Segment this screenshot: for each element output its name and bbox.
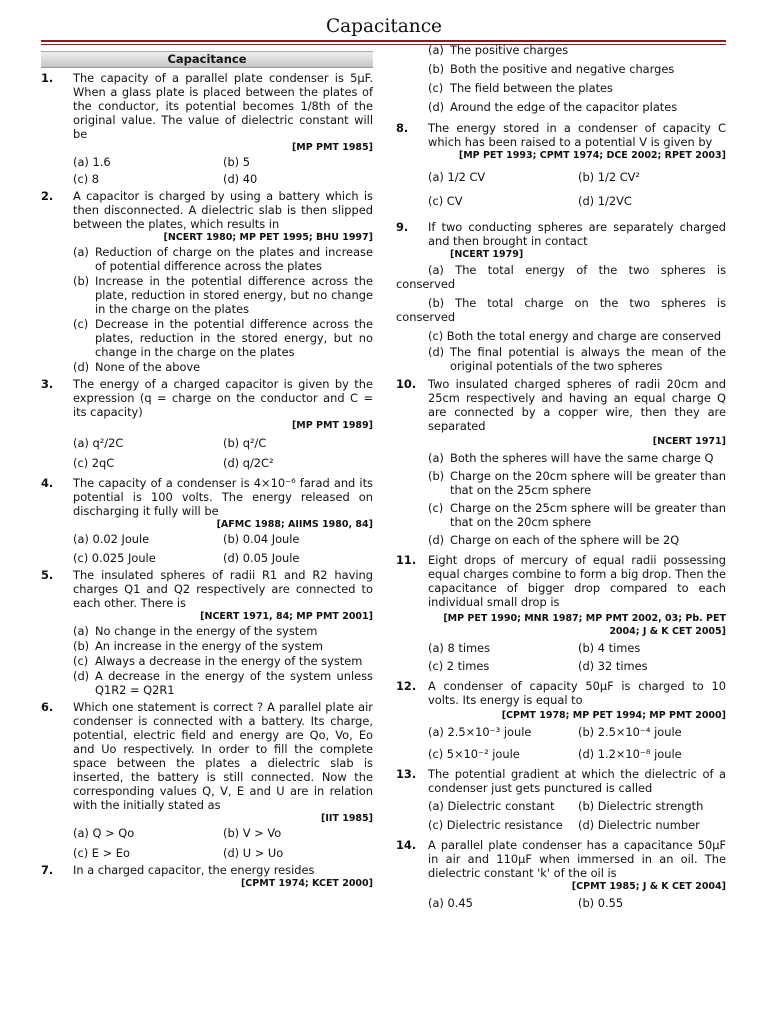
option-label: (d)	[73, 360, 90, 374]
option-d[interactable]: (d) q/2C²	[223, 456, 274, 470]
option-a[interactable]	[73, 624, 373, 638]
option-text: Around the edge of the capacitor plates	[450, 100, 678, 114]
option-text: Charge on the 25cm sphere will be greater than that on the 20cm sphere	[450, 501, 726, 529]
option-d[interactable]	[428, 533, 726, 547]
option-d[interactable]: (d) 1/2VC	[578, 194, 632, 208]
question-number: 3.	[41, 377, 54, 391]
option-label: (d)	[428, 345, 445, 359]
question-number: 6.	[41, 700, 54, 714]
question-source: [CPMT 1985; J & K CET 2004]	[571, 881, 726, 892]
option-a[interactable]	[73, 245, 373, 273]
option-grid	[428, 896, 726, 910]
question-9	[396, 220, 726, 261]
option-text: None of the above	[95, 360, 201, 374]
option-text: Charge on the 20cm sphere will be greater than that on the 25cm sphere	[450, 469, 726, 497]
option-a[interactable]: (a) 2.5×10⁻³ joule	[428, 725, 532, 739]
question-number: 9.	[396, 220, 409, 234]
question-source: [MP PMT 1985]	[291, 142, 373, 153]
question-number: 1.	[41, 71, 54, 85]
section-header: Capacitance	[41, 51, 373, 68]
question-number: 10.	[396, 377, 417, 391]
question-source: [NCERT 1980; MP PET 1995; BHU 1997]	[163, 232, 373, 243]
question-12	[396, 679, 726, 761]
option-b[interactable]: (b) Dielectric strength	[578, 799, 704, 813]
question-source: [NCERT 1979]	[450, 249, 524, 260]
option-label: (d)	[73, 669, 90, 683]
option-a[interactable]: (a) 0.02 Joule	[73, 532, 150, 546]
option-b[interactable]: (b) V > Vo	[223, 826, 282, 840]
option-text: The positive charges	[450, 43, 569, 57]
option-text: Both the spheres will have the same charge Q	[450, 451, 714, 465]
option-a[interactable]: (a) 1/2 CV	[428, 170, 486, 184]
question-stem: Eight drops of mercury of equal radii possessing equal charges combine to form a big drop. Then the capacitance of bigger drop compared to each individual small drop is	[428, 553, 726, 609]
question-stem: Two insulated charged spheres of radii 20cm and 25cm respectively and having an equal charge Q are connected by a copper wire, then they are separated	[428, 377, 726, 433]
option-grid	[428, 725, 726, 761]
option-d[interactable]: (d) 0.05 Joule	[223, 551, 300, 565]
option-label: (a)	[73, 245, 89, 259]
option-b[interactable]: (b) q²/C	[223, 436, 267, 450]
option-b[interactable]: (b) The total charge on the two spheres is conserved	[396, 296, 726, 324]
option-b[interactable]: (b) 1/2 CV²	[578, 170, 641, 184]
question-stem: If two conducting spheres are separately charged and then brought in contact	[428, 220, 726, 248]
option-c[interactable]: (c) 2 times	[428, 659, 490, 673]
option-a[interactable]: (a) Q > Qo	[73, 826, 135, 840]
option-a[interactable]: (a) q²/2C	[73, 436, 124, 450]
option-grid	[428, 799, 726, 832]
option-grid	[73, 532, 373, 565]
question-1	[41, 71, 373, 186]
option-c[interactable]: (c) CV	[428, 194, 463, 208]
option-text: Always a decrease in the energy of the system	[95, 654, 363, 668]
question-source: [IIT 1985]	[321, 813, 373, 824]
option-b[interactable]: (b) 4 times	[578, 641, 641, 655]
option-c[interactable]	[428, 501, 726, 529]
question-number: 14.	[396, 838, 417, 852]
option-b[interactable]: (b) 0.55	[578, 896, 624, 910]
option-text: An increase in the energy of the system	[95, 639, 323, 653]
option-c[interactable]	[73, 654, 373, 668]
option-text: Increase in the potential difference across the plate, reduction in stored energy, but no change in the charge on the plates	[95, 274, 373, 316]
question-stem: In a charged capacitor, the energy resides	[73, 863, 315, 877]
option-c[interactable]	[428, 81, 726, 95]
question-stem: The potential gradient at which the dielectric of a condenser just gets punctured is called	[428, 767, 726, 795]
option-c[interactable]: (c) 8	[73, 172, 100, 186]
option-grid	[73, 436, 373, 470]
question-4	[41, 476, 373, 565]
question-7-options	[396, 43, 726, 114]
question-14	[396, 838, 726, 910]
question-11	[396, 553, 726, 673]
question-number: 7.	[41, 863, 54, 877]
option-c[interactable]: (c) 0.025 Joule	[73, 551, 156, 565]
option-b[interactable]: (b) 2.5×10⁻⁴ joule	[578, 725, 682, 739]
option-b[interactable]	[428, 62, 726, 76]
question-source: [MP PET 1990; MNR 1987; MP PMT 2002, 03; Pb. PET 2004; J & K CET 2005]	[443, 613, 726, 637]
question-10	[396, 377, 726, 547]
page-title: Capacitance	[325, 16, 443, 37]
option-label: (a)	[428, 43, 444, 57]
option-a[interactable]	[428, 43, 726, 57]
option-a[interactable]: (a) 0.45	[428, 896, 473, 910]
option-c[interactable]: (c) E > Eo	[73, 846, 130, 860]
question-stem: The capacity of a condenser is 4×10⁻⁶ farad and its potential is 100 volts. The energy released on discharging it fully will be	[73, 476, 373, 518]
question-stem: A capacitor is charged by using a battery which is then disconnected. A dielectric slab is then slipped between the plates, which results in	[73, 189, 373, 231]
question-9-option-d	[396, 345, 726, 373]
option-b[interactable]: (b) 5	[223, 155, 250, 169]
question-number: 12.	[396, 679, 417, 693]
option-text: Decrease in the potential difference across the plates, reduction in the stored energy, but no change in the charge on the plates	[95, 317, 373, 359]
option-c[interactable]	[73, 317, 373, 359]
question-13	[396, 767, 726, 832]
right-column	[396, 43, 726, 910]
question-source: [CPMT 1974; KCET 2000]	[240, 878, 373, 889]
question-stem: A parallel plate condenser has a capacitance 50μF in air and 110μF when immersed in an oil. The dielectric constant 'k' of the oil is	[428, 838, 726, 880]
question-number: 8.	[396, 121, 409, 135]
question-number: 2.	[41, 189, 54, 203]
option-grid	[73, 826, 373, 860]
question-stem: The energy of a charged capacitor is given by the expression (q = charge on the conductor and C = its capacity)	[73, 377, 373, 419]
option-b[interactable]	[73, 639, 373, 653]
option-d[interactable]: (d) U > Uo	[223, 846, 284, 860]
option-label: (b)	[428, 469, 445, 483]
question-number: 5.	[41, 568, 54, 582]
question-source: [MP PET 1993; CPMT 1974; DCE 2002; RPET 2003]	[458, 150, 726, 161]
option-text: A decrease in the energy of the system unless Q1R2 = Q2R1	[95, 669, 373, 697]
question-5	[41, 568, 373, 697]
question-number: 4.	[41, 476, 54, 490]
question-3	[41, 377, 373, 470]
option-c[interactable]: (c) Dielectric resistance	[428, 818, 563, 832]
option-d[interactable]: (d) 1.2×10⁻⁸ joule	[578, 747, 682, 761]
question-source: [CPMT 1978; MP PET 1994; MP PMT 2000]	[501, 710, 726, 721]
question-source: [AFMC 1988; AIIMS 1980, 84]	[216, 519, 373, 530]
option-b[interactable]: (b) 0.04 Joule	[223, 532, 300, 546]
question-source: [NCERT 1971]	[652, 436, 726, 447]
question-stem: The capacity of a parallel plate condenser is 5μF. When a glass plate is placed between the plates of the conductor, its potential becomes 1/8th of the original value. The value of dielectric constant will be	[73, 71, 373, 141]
question-number: 13.	[396, 767, 417, 781]
option-a[interactable]: (a) Dielectric constant	[428, 799, 555, 813]
option-text: The field between the plates	[450, 81, 613, 95]
option-label: (c)	[428, 81, 444, 95]
question-7	[41, 863, 373, 890]
question-stem: A condenser of capacity 50μF is charged to 10 volts. Its energy is equal to	[428, 679, 726, 707]
option-d[interactable]: (d) Dielectric number	[578, 818, 700, 832]
question-stem: The energy stored in a condenser of capacity C which has been raised to a potential V is given by	[428, 121, 726, 149]
option-c[interactable]: (c) Both the total energy and charge are conserved	[428, 329, 722, 343]
option-c[interactable]: (c) 2qC	[73, 456, 115, 470]
option-a[interactable]: (a) 1.6	[73, 155, 111, 169]
left-column	[41, 48, 373, 891]
option-label: (d)	[428, 100, 445, 114]
option-label: (d)	[428, 533, 445, 547]
option-a[interactable]	[428, 451, 726, 465]
option-text: Charge on each of the sphere will be 2Q	[450, 533, 680, 547]
title-rule	[41, 40, 726, 42]
option-label: (c)	[73, 317, 89, 331]
option-label: (c)	[73, 654, 89, 668]
option-d[interactable]	[428, 345, 726, 373]
option-label: (a)	[73, 624, 89, 638]
question-8	[396, 121, 726, 208]
option-grid	[73, 155, 373, 186]
option-text: Both the positive and negative charges	[450, 62, 675, 76]
question-source: [MP PMT 1989]	[291, 420, 373, 431]
option-c[interactable]: (c) 5×10⁻² joule	[428, 747, 520, 761]
option-d[interactable]: (d) 40	[223, 172, 258, 186]
option-d[interactable]	[428, 100, 726, 114]
option-grid	[428, 641, 726, 673]
question-stem: Which one statement is correct ? A parallel plate air condenser is connected with a battery. Its charge, potential, electric field and energy are Qo, Vo, Eo and Uo respectively. In order to fill the complete space between the plates a dielectric slab is inserted, the battery is still connected. Now the corresponding values Q, V, E and U are in relation with the initially stated as	[73, 700, 373, 812]
option-d[interactable]	[73, 360, 373, 374]
question-6	[41, 700, 373, 860]
question-number: 11.	[396, 553, 417, 567]
option-label: (b)	[73, 274, 90, 288]
option-label: (c)	[428, 501, 444, 515]
option-b[interactable]	[73, 274, 373, 316]
option-b[interactable]	[428, 469, 726, 497]
question-source: [NCERT 1971, 84; MP PMT 2001]	[200, 611, 373, 622]
question-2	[41, 189, 373, 374]
option-text: No change in the energy of the system	[95, 624, 318, 638]
question-stem: The insulated spheres of radii R1 and R2 having charges Q1 and Q2 respectively are connected to each other. There is	[73, 568, 373, 610]
option-grid	[428, 170, 726, 208]
option-label: (b)	[428, 62, 445, 76]
option-label: (b)	[73, 639, 90, 653]
option-a[interactable]: (a) The total energy of the two spheres is conserved	[396, 263, 726, 291]
option-label: (a)	[428, 451, 444, 465]
option-a[interactable]: (a) 8 times	[428, 641, 491, 655]
option-d[interactable]	[73, 669, 373, 697]
option-text: The final potential is always the mean of the original potentials of the two spheres	[450, 345, 726, 373]
option-d[interactable]: (d) 32 times	[578, 659, 648, 673]
option-text: Reduction of charge on the plates and increase of potential difference across the plates	[95, 245, 373, 273]
